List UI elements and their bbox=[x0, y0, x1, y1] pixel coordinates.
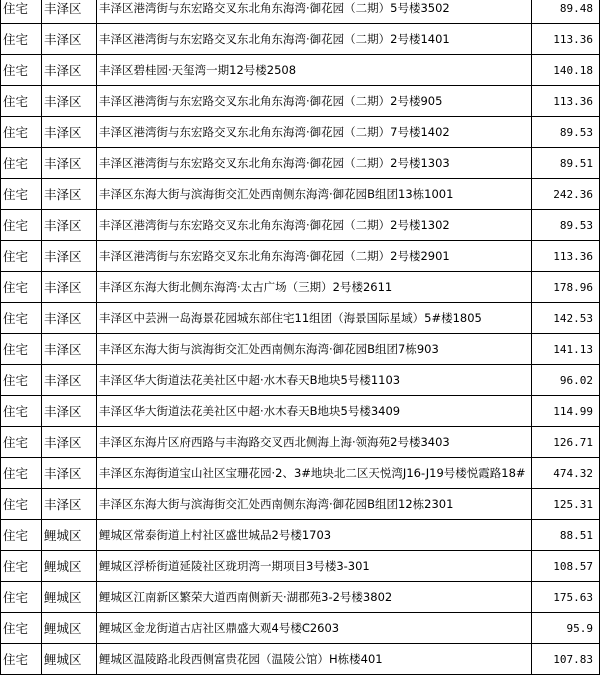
district-cell: 鲤城区 bbox=[42, 613, 97, 644]
area-cell: 113.36 bbox=[532, 241, 600, 272]
address-cell: 鲤城区温陵路北段西侧富贵花园（温陵公馆）H栋楼401 bbox=[97, 644, 532, 675]
area-cell: 89.53 bbox=[532, 210, 600, 241]
area-cell: 89.48 bbox=[532, 0, 600, 24]
district-cell: 丰泽区 bbox=[42, 396, 97, 427]
property-type-cell: 住宅 bbox=[1, 489, 42, 520]
property-type-cell: 住宅 bbox=[1, 458, 42, 489]
property-type-cell: 住宅 bbox=[1, 303, 42, 334]
property-type-cell: 住宅 bbox=[1, 86, 42, 117]
district-cell: 鲤城区 bbox=[42, 582, 97, 613]
area-cell: 242.36 bbox=[532, 179, 600, 210]
area-cell: 96.02 bbox=[532, 365, 600, 396]
district-cell: 丰泽区 bbox=[42, 148, 97, 179]
address-cell: 丰泽区华大街道法花美社区中超·水木春天B地块5号楼3409 bbox=[97, 396, 532, 427]
district-cell: 鲤城区 bbox=[42, 551, 97, 582]
address-cell: 丰泽区东海大街与滨海街交汇处西南侧东海湾·御花园B组团7栋903 bbox=[97, 334, 532, 365]
address-cell: 丰泽区东海大街北侧东海湾·太古广场（三期）2号楼2611 bbox=[97, 272, 532, 303]
area-cell: 125.31 bbox=[532, 489, 600, 520]
table-row bbox=[1, 644, 600, 675]
address-cell: 丰泽区华大街道法花美社区中超·水木春天B地块5号楼1103 bbox=[97, 365, 532, 396]
table-row bbox=[1, 241, 600, 272]
address-cell: 丰泽区港湾街与东宏路交叉东北角东海湾·御花园（二期）5号楼3502 bbox=[97, 0, 532, 24]
district-cell: 丰泽区 bbox=[42, 24, 97, 55]
table-row bbox=[1, 0, 600, 24]
table-row bbox=[1, 303, 600, 334]
area-cell: 113.36 bbox=[532, 86, 600, 117]
address-cell: 丰泽区港湾街与东宏路交叉东北角东海湾·御花园（二期）2号楼1401 bbox=[97, 24, 532, 55]
property-type-cell: 住宅 bbox=[1, 396, 42, 427]
property-type-cell: 住宅 bbox=[1, 55, 42, 86]
table-row bbox=[1, 396, 600, 427]
district-cell: 丰泽区 bbox=[42, 303, 97, 334]
district-cell: 丰泽区 bbox=[42, 0, 97, 24]
address-cell: 丰泽区碧桂园·天玺湾一期12号楼2508 bbox=[97, 55, 532, 86]
table-row bbox=[1, 551, 600, 582]
district-cell: 鲤城区 bbox=[42, 644, 97, 675]
district-cell: 丰泽区 bbox=[42, 272, 97, 303]
district-cell: 丰泽区 bbox=[42, 458, 97, 489]
table-row bbox=[1, 613, 600, 644]
table-row bbox=[1, 210, 600, 241]
property-type-cell: 住宅 bbox=[1, 24, 42, 55]
table-row bbox=[1, 582, 600, 613]
property-type-cell: 住宅 bbox=[1, 272, 42, 303]
area-cell: 126.71 bbox=[532, 427, 600, 458]
table-row bbox=[1, 458, 600, 489]
address-cell: 鲤城区浮桥街道延陵社区珑玥湾一期项目3号楼3-301 bbox=[97, 551, 532, 582]
area-cell: 141.13 bbox=[532, 334, 600, 365]
district-cell: 丰泽区 bbox=[42, 489, 97, 520]
property-type-cell: 住宅 bbox=[1, 427, 42, 458]
area-cell: 175.63 bbox=[532, 582, 600, 613]
district-cell: 丰泽区 bbox=[42, 117, 97, 148]
property-type-cell: 住宅 bbox=[1, 551, 42, 582]
address-cell: 鲤城区金龙街道古店社区鼎盛大观4号楼C2603 bbox=[97, 613, 532, 644]
property-type-cell: 住宅 bbox=[1, 334, 42, 365]
district-cell: 鲤城区 bbox=[42, 520, 97, 551]
area-cell: 113.36 bbox=[532, 24, 600, 55]
table-row bbox=[1, 55, 600, 86]
address-cell: 丰泽区港湾街与东宏路交叉东北角东海湾·御花园（二期）2号楼905 bbox=[97, 86, 532, 117]
table-row bbox=[1, 24, 600, 55]
table-row bbox=[1, 86, 600, 117]
table-row bbox=[1, 427, 600, 458]
property-type-cell: 住宅 bbox=[1, 520, 42, 551]
address-cell: 丰泽区港湾街与东宏路交叉东北角东海湾·御花园（二期）7号楼1402 bbox=[97, 117, 532, 148]
area-cell: 140.18 bbox=[532, 55, 600, 86]
table-row bbox=[1, 489, 600, 520]
address-cell: 鲤城区常泰街道上村社区盛世城品2号楼1703 bbox=[97, 520, 532, 551]
address-cell: 丰泽区港湾街与东宏路交叉东北角东海湾·御花园（二期）2号楼1303 bbox=[97, 148, 532, 179]
address-cell: 丰泽区东海街道宝山社区宝珊花园·2、3#地块北二区天悦湾J16-J19号楼悦霞路18# bbox=[97, 458, 532, 489]
area-cell: 108.57 bbox=[532, 551, 600, 582]
address-cell: 丰泽区东海大街与滨海街交汇处西南侧东海湾·御花园B组团13栋1001 bbox=[97, 179, 532, 210]
district-cell: 丰泽区 bbox=[42, 365, 97, 396]
table-row bbox=[1, 179, 600, 210]
table-row bbox=[1, 117, 600, 148]
area-cell: 114.99 bbox=[532, 396, 600, 427]
address-cell: 丰泽区东海片区府西路与丰海路交叉西北侧海上海·领海苑2号楼3403 bbox=[97, 427, 532, 458]
property-type-cell: 住宅 bbox=[1, 644, 42, 675]
address-cell: 丰泽区港湾街与东宏路交叉东北角东海湾·御花园（二期）2号楼2901 bbox=[97, 241, 532, 272]
district-cell: 丰泽区 bbox=[42, 427, 97, 458]
area-cell: 89.51 bbox=[532, 148, 600, 179]
property-type-cell: 住宅 bbox=[1, 613, 42, 644]
property-rows bbox=[1, 0, 600, 675]
district-cell: 丰泽区 bbox=[42, 86, 97, 117]
property-type-cell: 住宅 bbox=[1, 365, 42, 396]
address-cell: 丰泽区港湾街与东宏路交叉东北角东海湾·御花园（二期）2号楼1302 bbox=[97, 210, 532, 241]
area-cell: 89.53 bbox=[532, 117, 600, 148]
property-type-cell: 住宅 bbox=[1, 210, 42, 241]
property-type-cell: 住宅 bbox=[1, 0, 42, 24]
district-cell: 丰泽区 bbox=[42, 210, 97, 241]
property-type-cell: 住宅 bbox=[1, 117, 42, 148]
table-row bbox=[1, 365, 600, 396]
table-row bbox=[1, 148, 600, 179]
table-row bbox=[1, 520, 600, 551]
table-row bbox=[1, 334, 600, 365]
address-cell: 丰泽区东海大街与滨海街交汇处西南侧东海湾·御花园B组团12栋2301 bbox=[97, 489, 532, 520]
property-type-cell: 住宅 bbox=[1, 148, 42, 179]
property-type-cell: 住宅 bbox=[1, 241, 42, 272]
property-type-cell: 住宅 bbox=[1, 179, 42, 210]
address-cell: 鲤城区江南新区繁荣大道西南侧新天·湖郡苑3-2号楼3802 bbox=[97, 582, 532, 613]
property-type-cell: 住宅 bbox=[1, 582, 42, 613]
area-cell: 474.32 bbox=[532, 458, 600, 489]
table-row bbox=[1, 272, 600, 303]
district-cell: 丰泽区 bbox=[42, 241, 97, 272]
address-cell: 丰泽区中芸洲一岛海景花园城东部住宅11组团（海景国际星域）5#楼1805 bbox=[97, 303, 532, 334]
district-cell: 丰泽区 bbox=[42, 334, 97, 365]
area-cell: 107.83 bbox=[532, 644, 600, 675]
area-cell: 142.53 bbox=[532, 303, 600, 334]
area-cell: 178.96 bbox=[532, 272, 600, 303]
district-cell: 丰泽区 bbox=[42, 179, 97, 210]
area-cell: 88.51 bbox=[532, 520, 600, 551]
district-cell: 丰泽区 bbox=[42, 55, 97, 86]
area-cell: 95.9 bbox=[532, 613, 600, 644]
